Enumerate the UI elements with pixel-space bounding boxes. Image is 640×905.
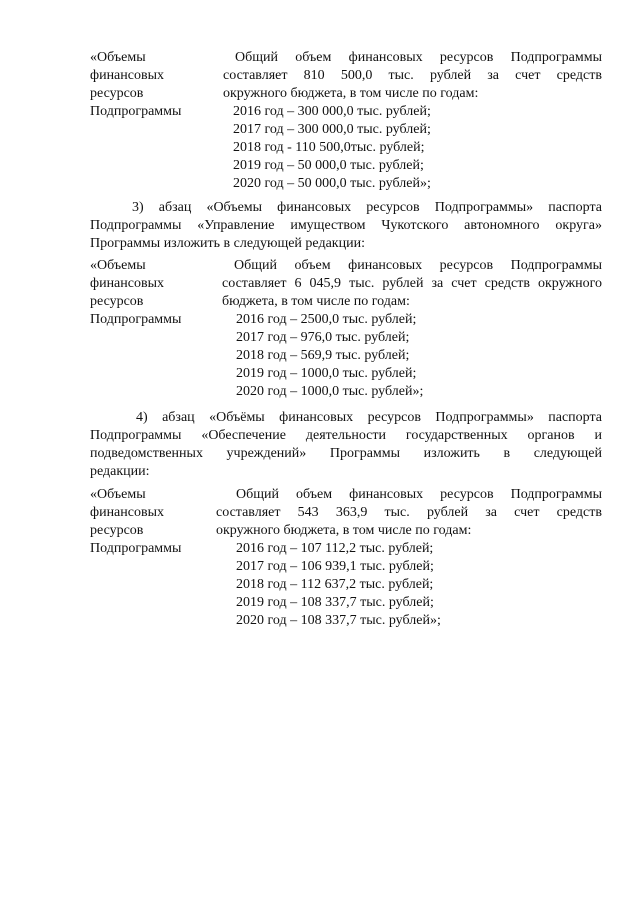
year-line: 2017 год – 106 939,1 тыс. рублей; <box>236 559 434 574</box>
text-line: Программы изложить в следующей редакции: <box>90 236 365 251</box>
label-line: «Объемы <box>90 258 146 273</box>
paragraph-3 <box>90 199 602 253</box>
year-line: 2018 год – 112 637,2 тыс. рублей; <box>236 577 434 592</box>
label-line: ресурсов <box>90 86 144 101</box>
label-line: финансовых <box>90 505 164 520</box>
label-line: Подпрограммы <box>90 312 182 327</box>
text-line: Подпрограммы «Управление имуществом Чукотского автономного округа» <box>90 218 602 233</box>
paragraph-4 <box>90 409 602 481</box>
block-3-label <box>90 486 220 558</box>
text-line: 4) абзац «Объёмы финансовых ресурсов Подпрограммы» паспорта <box>136 410 602 425</box>
year-line: 2016 год – 300 000,0 тыс. рублей; <box>233 104 431 119</box>
text-line: окружного бюджета, в том числе по годам: <box>223 86 479 101</box>
text-line: 3) абзац «Объемы финансовых ресурсов Подпрограммы» паспорта <box>132 200 602 215</box>
year-line: 2019 год – 50 000,0 тыс. рублей; <box>233 158 424 173</box>
block-3-content <box>216 486 602 630</box>
year-line: 2019 год – 108 337,7 тыс. рублей; <box>236 595 434 610</box>
label-line: «Объемы <box>90 50 146 65</box>
text-line: бюджета, в том числе по годам: <box>222 294 410 309</box>
text-line: Общий объем финансовых ресурсов Подпрограммы <box>235 50 602 65</box>
year-line: 2018 год - 110 500,0тыс. рублей; <box>233 140 425 155</box>
label-line: «Объемы <box>90 487 146 502</box>
label-line: финансовых <box>90 68 164 83</box>
label-line: финансовых <box>90 276 164 291</box>
text-line: Подпрограммы «Обеспечение деятельности государственных органов и <box>90 428 602 443</box>
text-line: редакции: <box>90 464 150 479</box>
text-line: Общий объем финансовых ресурсов Подпрограммы <box>236 487 602 502</box>
text-line: подведомственных учреждений» Программы изложить в следующей <box>90 446 602 461</box>
block-1-label <box>90 49 220 121</box>
text-line: составляет 810 500,0 тыс. рублей за счет средств <box>223 68 602 83</box>
label-line: ресурсов <box>90 523 144 538</box>
label-line: ресурсов <box>90 294 144 309</box>
text-line: окружного бюджета, в том числе по годам: <box>216 523 472 538</box>
year-line: 2017 год – 976,0 тыс. рублей; <box>236 330 410 345</box>
year-line: 2018 год – 569,9 тыс. рублей; <box>236 348 410 363</box>
year-line: 2016 год – 107 112,2 тыс. рублей; <box>236 541 434 556</box>
block-2-content <box>222 257 602 401</box>
year-line: 2020 год – 108 337,7 тыс. рублей»; <box>236 613 441 628</box>
text-line: составляет 6 045,9 тыс. рублей за счет средств окружного <box>222 276 602 291</box>
label-line: Подпрограммы <box>90 104 182 119</box>
label-line: Подпрограммы <box>90 541 182 556</box>
block-1-content <box>223 49 602 193</box>
block-2-label <box>90 257 220 329</box>
year-line: 2016 год – 2500,0 тыс. рублей; <box>236 312 417 327</box>
text-line: составляет 543 363,9 тыс. рублей за счет средств <box>216 505 602 520</box>
year-line: 2017 год – 300 000,0 тыс. рублей; <box>233 122 431 137</box>
year-line: 2020 год – 50 000,0 тыс. рублей»; <box>233 176 431 191</box>
year-line: 2019 год – 1000,0 тыс. рублей; <box>236 366 417 381</box>
year-line: 2020 год – 1000,0 тыс. рублей»; <box>236 384 424 399</box>
text-line: Общий объем финансовых ресурсов Подпрограммы <box>234 258 602 273</box>
